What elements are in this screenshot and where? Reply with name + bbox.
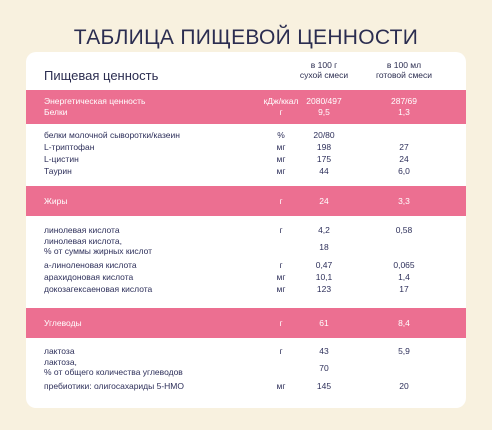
- table-row: Жиры г 24 3,3: [44, 196, 410, 206]
- table-row: а-линоленовая кислота г 0,47 0,065: [44, 260, 415, 270]
- table-row: лактоза г 43 5,9: [44, 346, 410, 356]
- table-row: пребиотики: олигосахариды 5-HMO мг 145 20: [44, 381, 409, 391]
- table-header-label: Пищевая ценность: [44, 68, 159, 83]
- table-row: линолевая кислота, % от суммы жирных кислот 18: [44, 236, 329, 256]
- energy-band: [26, 90, 466, 124]
- table-row: Таурин мг 44 6,0: [44, 166, 410, 176]
- table-row: докозагексаеновая кислота мг 123 17: [44, 284, 409, 294]
- carbs-band: [26, 308, 466, 338]
- table-row: Белки г 9,5 1,3: [44, 107, 410, 117]
- nutrition-table: [26, 52, 466, 408]
- column-header-prepared: в 100 мл готовой смеси: [375, 60, 433, 80]
- table-row: L-цистин мг 175 24: [44, 154, 409, 164]
- page-title: ТАБЛИЦА ПИЩЕВОЙ ЦЕННОСТИ: [73, 26, 419, 49]
- column-header-dry: в 100 г сухой смеси: [299, 60, 349, 80]
- table-row: лактоза, % от общего количества углеводов 70: [44, 357, 329, 377]
- table-row: арахидоновая кислота мг 10,1 1,4: [44, 272, 410, 282]
- table-row: Углеводы г 61 8,4: [44, 318, 410, 328]
- fats-band: [26, 186, 466, 216]
- table-row: L-триптофан мг 198 27: [44, 142, 409, 152]
- table-row: линолевая кислота г 4,2 0,58: [44, 225, 413, 235]
- table-row: белки молочной сыворотки/казеин % 20/80: [44, 130, 335, 140]
- table-row: Энергетическая ценность кДж/ккал 2080/497 287/69: [44, 96, 417, 106]
